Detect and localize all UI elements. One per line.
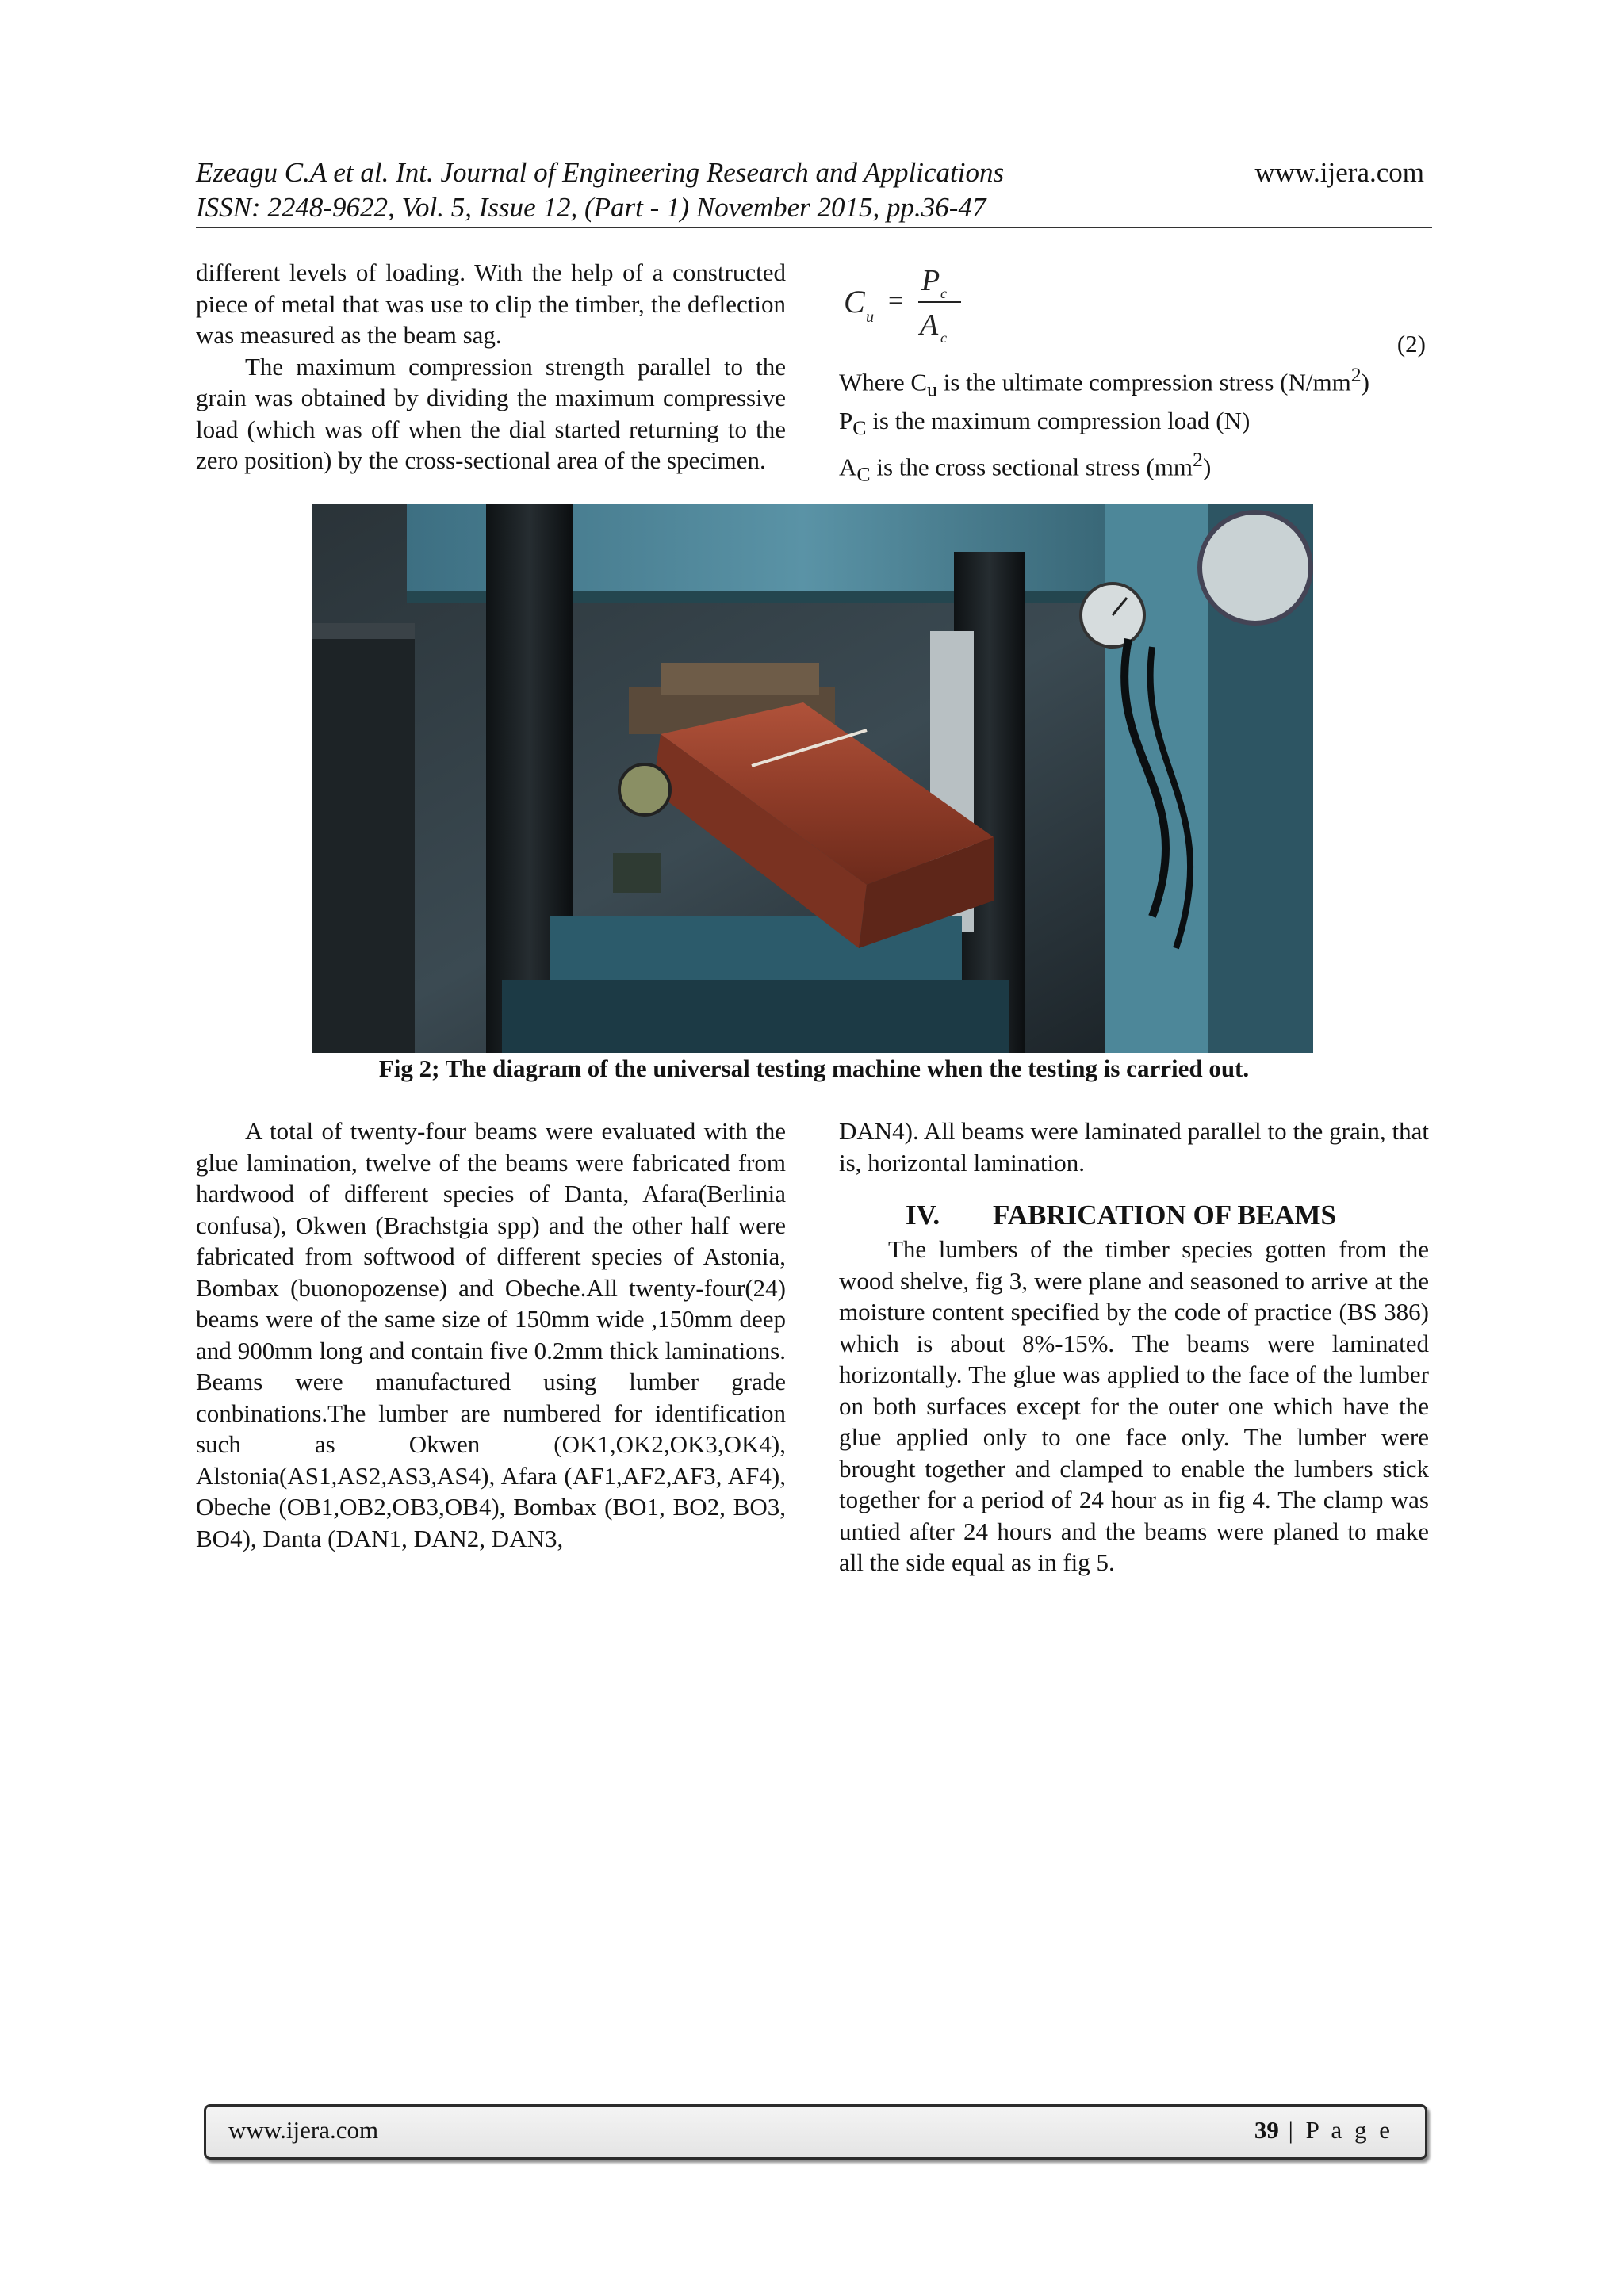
section-number: IV. [906,1200,940,1230]
equation-definitions [839,359,1426,490]
page-footer [204,2104,1427,2160]
testing-machine-photo [312,504,1313,1053]
paragraph-compression-strength: The maximum compression strength parallel to the grain was obtained by dividing the maximum compressive load (which was off when the dial started returning to the zero position) by the cross-sectional area of the specimen. [196,352,786,474]
eq-denominator-sub: c [940,330,947,346]
eq-equals: = [888,286,904,316]
footer-page-indicator [1254,2116,1393,2145]
eq-denominator: A [920,308,939,342]
definition-cu: Where $C_u$ is the ultimate compression stress $(N/mm^2)$ [839,363,1369,401]
journal-header-line-1: Ezeagu C.A et al. Int. Journal of Engineering Research and Applications [196,157,1005,188]
top-left-column [196,257,786,476]
paragraph-fabrication: The lumbers of the timber species gotten from the wood shelve, fig 3, were plane and seasoned to arrive at the moisture content specified by the code of practice (BS 386) which is about 8%-15%. The beams were laminated horizontally. The glue was applied to the face of the lumber on both surfaces except for the outer one which have the glue applied only to one face only. The lumber were brought together and clamped to enable the lumbers stick together for a period of 24 hour as in fig 4. The clamp was untied after 24 hours and the beams were planed to make all the side equal as in fig 5. [839,1235,1429,1576]
eq-numerator: P [921,264,940,297]
figure-caption: Fig 2; The diagram of the universal testing machine when the testing is carried out. [378,1054,1250,1082]
definition-pc: $P_C$ is the maximum compression load (N) [839,407,1251,440]
journal-header-line-2: ISSN: 2248-9622, Vol. 5, Issue 12, (Part - 1) November 2015, pp.36-47 [196,192,986,223]
header-website: www.ijera.com [1254,157,1424,188]
paragraph-loading: different levels of loading. With the help of a constructed piece of metal that was use to clip the timber, the deflection was measured as the beam sag. [196,258,786,349]
page-label: | P a g e [1278,2116,1393,2144]
equation-number: (2) [1396,330,1426,358]
bottom-right-column [839,1115,1429,1578]
bottom-left-column [196,1115,786,1554]
testing-machine-illustration [312,504,1313,1053]
page-number: 39 [1254,2116,1279,2144]
paragraph-beams-evaluated: A total of twenty-four beams were evaluated with the glue lamination, twelve of the beams were fabricated from hardwood of different species of Danta, Afara(Berlinia confusa), Okwen (Brachstgia spp) and the other half were fabricated from softwood of different species of Astonia, Bombax (buonopozense) and Obeche.All twenty-four(24) beams were of the same size of 150mm wide ,150mm deep and 900mm long and contain five 0.2mm thick laminations. Beams were manufactured using lumber grade conbinations.The lumber are numbered for identification such as Okwen (OK1,OK2,OK3,OK4), Alstonia(AS1,AS2,AS3,AS4), Afara (AF1,AF2,AF3, AF4), Obeche (OB1,OB2,OB3,OB4), Bombax (BO1, BO2, BO3, BO4), Danta (DAN1, DAN2, DAN3, [196,1117,786,1552]
eq-lhs-sub: u [866,308,874,326]
eq-numerator-sub: c [940,285,947,301]
header-rule [196,227,1432,228]
eq-lhs: C [844,284,865,320]
footer-website: www.ijera.com [228,2116,379,2144]
definition-ac: $A_C$ is the cross sectional stress $(mm^2)$ [839,447,1212,486]
section-title: FABRICATION OF BEAMS [993,1200,1336,1230]
section-heading [839,1197,1429,1234]
compression-equation [842,258,969,346]
paragraph-lamination: DAN4). All beams were laminated parallel to the grain, that is, horizontal lamination. [839,1117,1429,1177]
